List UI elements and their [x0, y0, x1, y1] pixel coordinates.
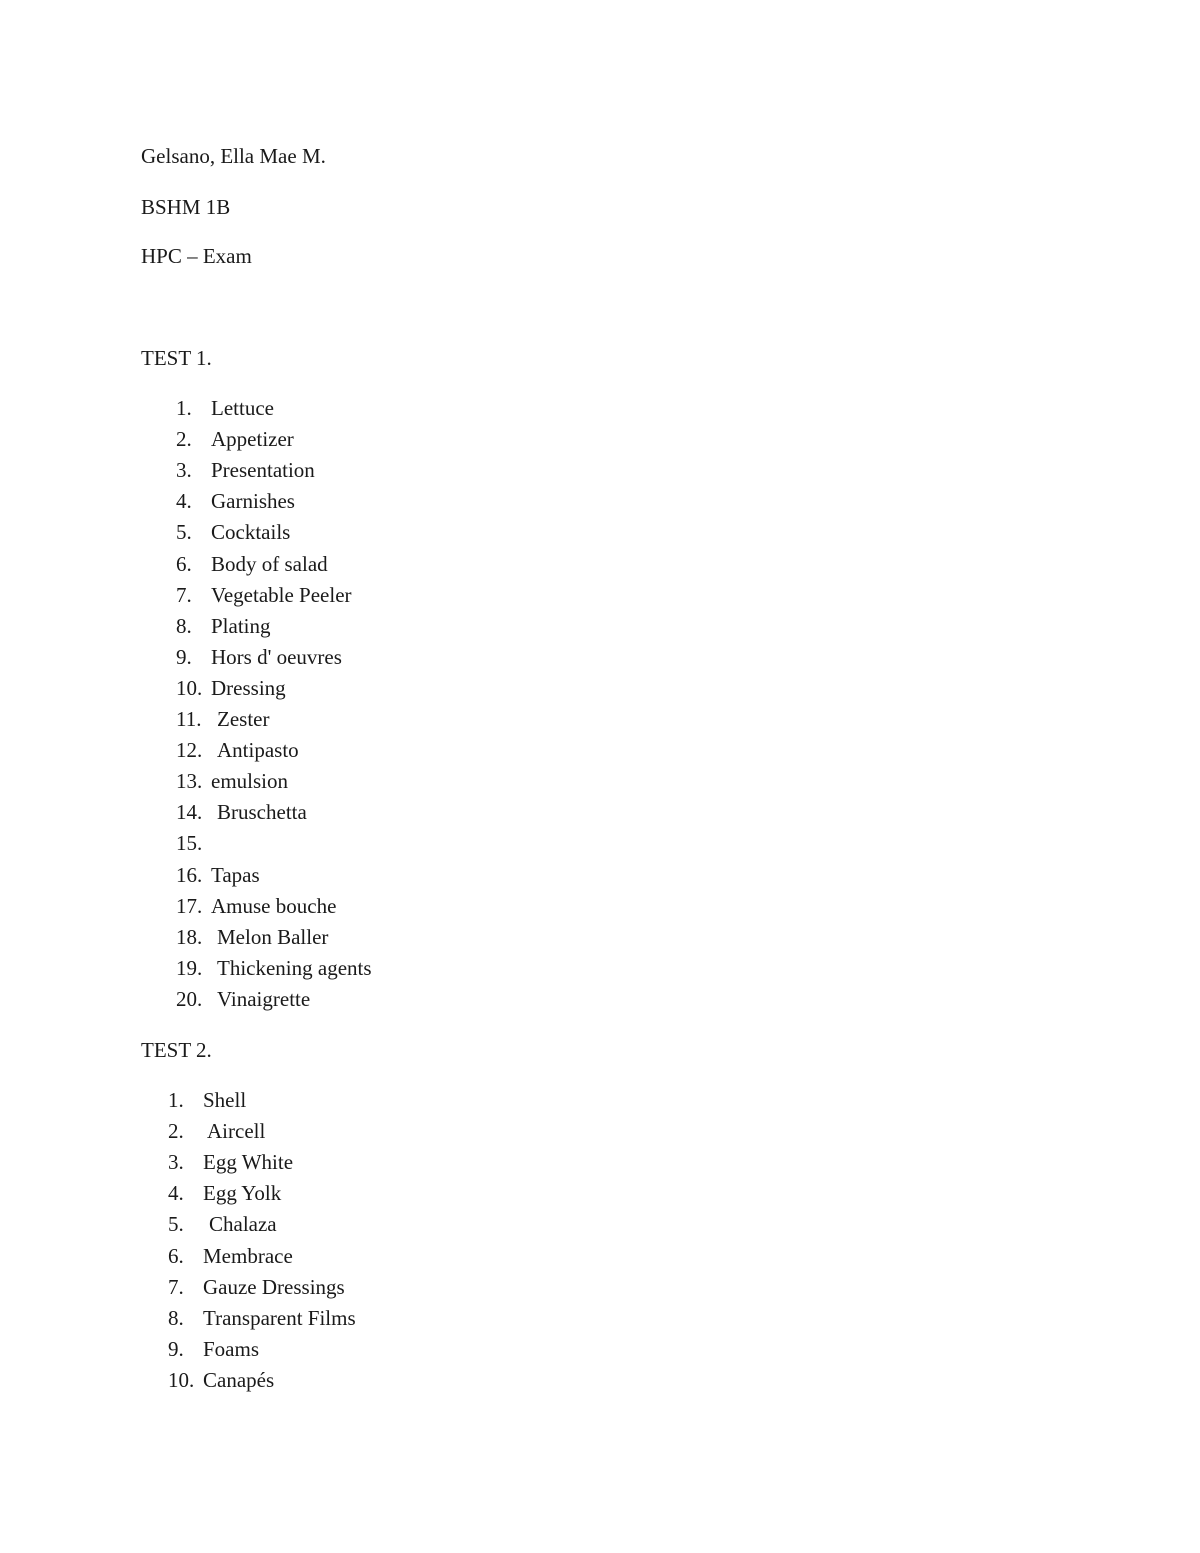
list-item-text: Chalaza: [209, 1212, 277, 1237]
list-item-number: 3.: [168, 1150, 184, 1175]
list-item-text: Thickening agents: [217, 955, 372, 980]
list-item-text: Antipasto: [217, 738, 299, 763]
list-item-text: emulsion: [211, 769, 288, 794]
list-item-number: 7.: [168, 1274, 184, 1299]
list-item-text: Transparent Films: [203, 1305, 356, 1330]
list-item-text: Tapas: [211, 862, 260, 887]
list-item-number: 16.: [176, 862, 203, 887]
list-item-number: 9.: [168, 1336, 184, 1361]
exam-subject: HPC – Exam: [141, 244, 252, 268]
list-item-number: 17.: [176, 893, 203, 918]
list-item-number: 2.: [168, 1119, 184, 1144]
list-item-text: Body of salad: [211, 551, 328, 576]
list-item-number: 3.: [176, 458, 192, 483]
list-item-text: Dressing: [211, 675, 286, 700]
list-item-number: 10.: [168, 1367, 195, 1392]
list-item-text: Melon Baller: [217, 924, 329, 949]
list-item-number: 6.: [168, 1243, 184, 1268]
list-item-text: Vegetable Peeler: [211, 582, 352, 607]
list-item-text: Gauze Dressings: [203, 1274, 345, 1299]
list-item-text: Cocktails: [211, 520, 291, 545]
list-item-number: 10.: [176, 675, 203, 700]
list-item-text: Amuse bouche: [211, 893, 337, 918]
list-item-text: Hors d' oeuvres: [211, 644, 342, 669]
list-item-number: 19.: [176, 955, 203, 980]
list-item-text: Vinaigrette: [217, 986, 311, 1011]
list-item-number: 5.: [176, 520, 192, 545]
list-item-number: 6.: [176, 551, 192, 576]
list-item-text: Garnishes: [211, 489, 295, 514]
list-item-text: Lettuce: [211, 396, 274, 420]
list-item-text: Canapés: [203, 1367, 275, 1392]
test2-title: TEST 2.: [141, 1038, 212, 1062]
list-item-number: 5.: [168, 1212, 184, 1237]
list-item-number: 8.: [168, 1305, 184, 1330]
list-item-text: Presentation: [211, 458, 315, 483]
student-section: BSHM 1B: [141, 195, 231, 219]
list-item-number: 2.: [176, 427, 192, 452]
list-item-text: Egg White: [203, 1150, 294, 1175]
list-item-number: 4.: [168, 1181, 184, 1206]
list-item-number: 13.: [176, 769, 203, 794]
list-item-text: Aircell: [207, 1119, 266, 1144]
list-item-text: Shell: [203, 1088, 247, 1112]
list-item-number: 9.: [176, 644, 192, 669]
list-item-number: 7.: [176, 582, 192, 607]
list-item-number: 8.: [176, 613, 192, 638]
list-item-number: 11.: [176, 707, 202, 731]
list-item-text: Membrace: [203, 1243, 293, 1268]
test1-title: TEST 1.: [141, 346, 212, 370]
list-item-text: Plating: [211, 613, 271, 638]
list-item-number: 4.: [176, 489, 192, 514]
list-item-text: Zester: [217, 707, 270, 731]
list-item-text: Egg Yolk: [203, 1181, 282, 1206]
list-item-number: 15.: [176, 831, 203, 856]
list-item-number: 18.: [176, 924, 203, 949]
list-item-text: Bruschetta: [217, 800, 307, 825]
list-item-number: 12.: [176, 738, 203, 763]
student-name: Gelsano, Ella Mae M.: [141, 144, 326, 168]
list-item-number: 1.: [176, 396, 192, 420]
list-item-number: 20.: [176, 986, 203, 1011]
list-item-text: Foams: [203, 1336, 260, 1361]
list-item-number: 1.: [168, 1088, 184, 1112]
list-item-text: Appetizer: [211, 427, 294, 452]
list-item-number: 14.: [176, 800, 203, 825]
